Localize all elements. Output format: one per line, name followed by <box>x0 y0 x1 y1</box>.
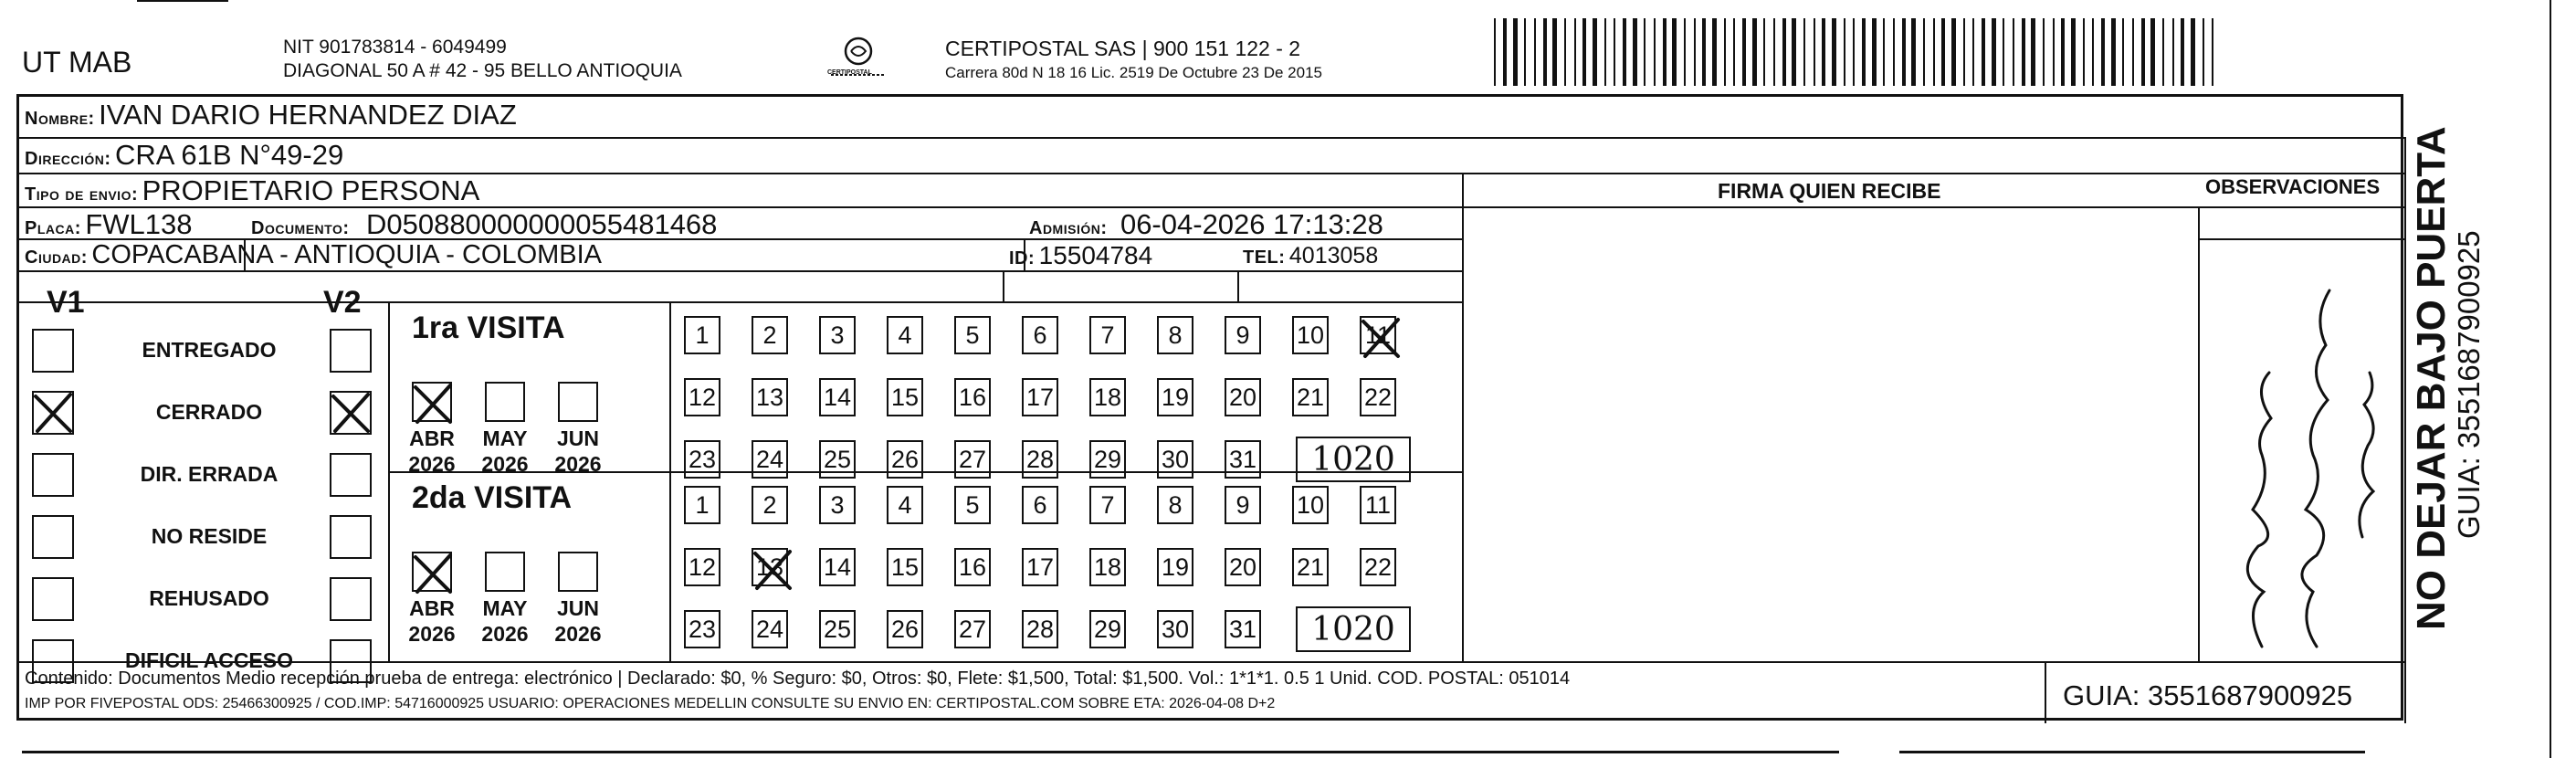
day-number: 29 <box>1093 615 1122 643</box>
barcode-bar <box>1862 18 1866 86</box>
handwritten-time: 1020 <box>1311 610 1395 648</box>
month-name: MAY <box>482 426 528 450</box>
barcode-bar <box>1574 18 1576 86</box>
month-year: 2026 <box>408 452 456 476</box>
status-v2-checkbox[interactable] <box>330 453 372 497</box>
status-v2-checkbox[interactable] <box>330 329 372 373</box>
firma-label: FIRMA QUIEN RECIBE <box>1718 179 1941 203</box>
day-box[interactable] <box>1157 548 1193 586</box>
day-number: 17 <box>1025 383 1055 411</box>
day-number: 27 <box>958 445 987 473</box>
day-box[interactable] <box>1022 440 1058 479</box>
row-divider <box>19 137 2404 139</box>
day-number: 15 <box>890 383 920 411</box>
day-box[interactable] <box>887 486 923 524</box>
day-box[interactable] <box>1089 440 1126 479</box>
footer-divider <box>19 661 2404 663</box>
day-box[interactable] <box>1225 316 1261 354</box>
barcode-bar <box>1872 18 1877 86</box>
x-mark-icon <box>1358 314 1404 362</box>
day-number: 30 <box>1161 445 1190 473</box>
day-box[interactable] <box>752 316 788 354</box>
barcode <box>1494 18 2224 86</box>
day-number: 22 <box>1363 383 1393 411</box>
day-box[interactable] <box>819 440 856 479</box>
barcode-bar <box>1763 18 1765 86</box>
v2-label: V2 <box>323 285 362 320</box>
status-label: NO RESIDE <box>151 524 268 548</box>
col-divider <box>669 301 671 661</box>
day-number: 6 <box>1033 490 1047 519</box>
barcode-bar <box>1702 18 1706 86</box>
day-number: 14 <box>823 553 852 581</box>
day-number: 12 <box>688 553 717 581</box>
day-number: 27 <box>958 615 987 643</box>
barcode-bar <box>1992 18 1996 86</box>
barcode-bar <box>1684 18 1686 86</box>
day-box[interactable] <box>819 548 856 586</box>
month-name: MAY <box>482 596 528 620</box>
day-box[interactable] <box>1225 548 1261 586</box>
day-number: 21 <box>1296 383 1325 411</box>
day-box[interactable] <box>954 610 991 648</box>
barcode-bar <box>1654 18 1656 86</box>
day-box[interactable] <box>1292 378 1329 416</box>
month-name: JUN <box>556 596 599 620</box>
day-box[interactable] <box>1292 486 1329 524</box>
barcode-bar <box>1951 18 1956 86</box>
day-number: 24 <box>755 445 784 473</box>
day-box[interactable] <box>1360 486 1396 524</box>
barcode-bar <box>2101 18 2105 86</box>
id-value: 15504784 <box>1038 241 1153 269</box>
barcode-bar <box>1694 18 1696 86</box>
day-box[interactable] <box>887 378 923 416</box>
status-v1-checkbox[interactable] <box>32 577 74 621</box>
day-number: 23 <box>688 615 717 643</box>
day-box[interactable] <box>752 610 788 648</box>
nombre-label: Nombre: <box>25 109 95 129</box>
barcode-bar <box>2212 18 2213 86</box>
row-divider <box>19 270 1462 272</box>
day-box[interactable] <box>684 378 720 416</box>
col-divider <box>388 301 390 661</box>
day-number: 11 <box>1364 321 1392 349</box>
day-number: 1 <box>695 321 710 349</box>
barcode-bar <box>2172 18 2174 86</box>
status-label: REHUSADO <box>149 586 269 610</box>
row-divider <box>19 301 1462 303</box>
month-checkbox[interactable] <box>558 552 598 592</box>
barcode-bar <box>1902 18 1906 86</box>
barcode-bar <box>2132 18 2134 86</box>
day-box[interactable] <box>954 486 991 524</box>
day-box[interactable] <box>684 440 720 479</box>
side-guia: GUIA: 3551687900925 <box>2452 230 2486 539</box>
day-number: 17 <box>1025 553 1055 581</box>
day-number: 18 <box>1093 383 1122 411</box>
day-box[interactable] <box>1360 378 1396 416</box>
status-v2-checkbox[interactable] <box>330 577 372 621</box>
status-v1-checkbox[interactable] <box>32 329 74 373</box>
day-box[interactable] <box>752 440 788 479</box>
barcode-bar <box>1792 18 1796 86</box>
barcode-bar <box>1534 18 1536 86</box>
month-year: 2026 <box>481 622 529 646</box>
barcode-bar <box>2092 18 2094 86</box>
day-number: 3 <box>830 490 845 519</box>
day-box[interactable] <box>1157 610 1193 648</box>
day-number: 16 <box>958 383 987 411</box>
day-box[interactable] <box>819 378 856 416</box>
day-box[interactable] <box>684 316 720 354</box>
day-box[interactable] <box>752 548 788 586</box>
month-year: 2026 <box>554 452 602 476</box>
day-number: 16 <box>958 553 987 581</box>
day-box[interactable] <box>752 378 788 416</box>
barcode-bar <box>1543 18 1547 86</box>
bottom-edge-line <box>1899 751 2365 753</box>
status-v1-checkbox[interactable] <box>32 391 74 435</box>
day-number: 30 <box>1161 615 1190 643</box>
barcode-bar <box>2022 18 2025 86</box>
barcode-bar <box>1822 18 1825 86</box>
barcode-bar <box>1941 18 1945 86</box>
day-box[interactable] <box>954 440 991 479</box>
day-number: 5 <box>965 321 980 349</box>
day-box[interactable] <box>819 316 856 354</box>
direccion-value: CRA 61B N°49-29 <box>115 139 344 171</box>
barcode-bar <box>1933 18 1935 86</box>
barcode-bar <box>1982 18 1985 86</box>
status-label: ENTREGADO <box>142 338 277 362</box>
x-mark-icon <box>410 380 456 427</box>
barcode-bar <box>1644 18 1645 86</box>
day-number: 25 <box>823 445 852 473</box>
barcode-bar <box>1724 18 1726 86</box>
day-number: 3 <box>830 321 845 349</box>
day-box[interactable] <box>1360 548 1396 586</box>
handwritten-time: 1020 <box>1311 440 1395 479</box>
day-box[interactable] <box>887 610 923 648</box>
day-box[interactable] <box>1089 378 1126 416</box>
tipo-envio-value: PROPIETARIO PERSONA <box>142 174 480 206</box>
month-name: ABR <box>409 426 455 450</box>
day-number: 25 <box>823 615 852 643</box>
day-number: 29 <box>1093 445 1122 473</box>
observaciones-label: OBSERVACIONES <box>2205 175 2381 198</box>
day-number: 28 <box>1025 615 1055 643</box>
barcode-bar <box>1814 18 1815 86</box>
day-box[interactable] <box>1022 610 1058 648</box>
day-number: 15 <box>890 553 920 581</box>
top-tick-marks <box>137 0 228 7</box>
id-label: ID: <box>1009 248 1036 268</box>
day-number: 18 <box>1093 553 1122 581</box>
barcode-bar <box>2061 18 2065 86</box>
status-v2-checkbox[interactable] <box>330 515 372 559</box>
month-name: ABR <box>409 596 455 620</box>
time-box[interactable] <box>1296 437 1411 482</box>
day-box[interactable] <box>1157 378 1193 416</box>
month-checkbox[interactable] <box>485 382 525 422</box>
month-checkbox[interactable] <box>485 552 525 592</box>
bottom-edge-line <box>22 751 1839 753</box>
visit-title: 2da VISITA <box>412 480 573 515</box>
day-box[interactable] <box>1089 548 1126 586</box>
admision-value: 06-04-2026 17:13:28 <box>1120 208 1383 240</box>
day-box[interactable] <box>1089 486 1126 524</box>
placa-label: Placa: <box>25 218 81 238</box>
day-number: 2 <box>762 321 777 349</box>
day-box[interactable] <box>954 378 991 416</box>
month-checkbox[interactable] <box>412 382 452 422</box>
barcode-bar <box>1614 18 1615 86</box>
month-year: 2026 <box>481 452 529 476</box>
barcode-bar <box>1564 18 1566 86</box>
day-number: 9 <box>1235 490 1250 519</box>
barcode-bar <box>1923 18 1925 86</box>
day-box[interactable] <box>954 548 991 586</box>
delivery-form <box>16 94 2403 721</box>
day-box[interactable] <box>1225 440 1261 479</box>
day-number: 20 <box>1228 553 1257 581</box>
day-box[interactable] <box>1022 548 1058 586</box>
nombre-value: IVAN DARIO HERNANDEZ DIAZ <box>99 99 517 131</box>
right-edge-line <box>2550 0 2551 758</box>
barcode-bar <box>1782 18 1786 86</box>
day-box[interactable] <box>819 486 856 524</box>
col-divider <box>2045 661 2046 723</box>
tipo-envio-label: Tipo de envio: <box>25 184 139 205</box>
day-box[interactable] <box>1360 316 1396 354</box>
day-number: 7 <box>1100 321 1115 349</box>
day-number: 13 <box>755 383 784 411</box>
barcode-bar <box>2122 18 2124 86</box>
barcode-bar <box>2191 18 2195 86</box>
day-number: 22 <box>1363 553 1393 581</box>
barcode-bar <box>1663 18 1667 86</box>
barcode-bar <box>2053 18 2055 86</box>
month-checkbox[interactable] <box>412 552 452 592</box>
col-divider <box>1462 173 1464 661</box>
barcode-bar <box>1893 18 1895 86</box>
day-number: 2 <box>762 490 777 519</box>
barcode-bar <box>1552 18 1557 86</box>
side-no-dejar: NO DEJAR BAJO PUERTA <box>2409 126 2454 630</box>
footer-line-2: IMP POR FIVEPOSTAL ODS: 25466300925 / COD.IMP: 54716000925 USUARIO: OPERACIONES MEDELLIN CONSULTE SU ENVIO EN: CERTIPOSTAL.COM SOBRE ETA: 2026-04-08 D+2 <box>25 696 1276 711</box>
day-number: 4 <box>898 321 912 349</box>
barcode-bar <box>1604 18 1606 86</box>
col-divider <box>2404 137 2406 723</box>
day-number: 10 <box>1296 490 1325 519</box>
visit-title: 1ra VISITA <box>412 311 565 345</box>
day-number: 21 <box>1296 553 1325 581</box>
day-number: 20 <box>1228 383 1257 411</box>
day-number: 8 <box>1168 490 1183 519</box>
day-number: 26 <box>890 615 920 643</box>
status-v2-checkbox[interactable] <box>330 391 372 435</box>
barcode-bar <box>1832 18 1836 86</box>
day-number: 19 <box>1161 553 1190 581</box>
x-mark-icon <box>30 389 76 437</box>
documento-label: Documento: <box>251 218 350 238</box>
day-number: 1 <box>695 490 710 519</box>
barcode-bar <box>2181 18 2184 86</box>
barcode-bar <box>1972 18 1974 86</box>
day-box[interactable] <box>1022 316 1058 354</box>
day-box[interactable] <box>1292 316 1329 354</box>
barcode-bar <box>1773 18 1775 86</box>
logo-text: CERTIPOSTAL <box>827 69 872 76</box>
day-box[interactable] <box>684 610 720 648</box>
day-number: 4 <box>898 490 912 519</box>
barcode-bar <box>1803 18 1805 86</box>
status-v1-checkbox[interactable] <box>32 515 74 559</box>
barcode-bar <box>2083 18 2085 86</box>
day-number: 10 <box>1296 321 1325 349</box>
barcode-bar <box>1582 18 1586 86</box>
x-mark-icon <box>410 550 456 597</box>
day-box[interactable] <box>887 548 923 586</box>
day-number: 12 <box>688 383 717 411</box>
day-box[interactable] <box>684 486 720 524</box>
barcode-bar <box>1593 18 1597 86</box>
time-box[interactable] <box>1296 606 1411 652</box>
day-box[interactable] <box>1225 610 1261 648</box>
documento-value: D050880000000055481468 <box>365 208 718 240</box>
barcode-bar <box>2203 18 2204 86</box>
barcode-bar <box>1853 18 1855 86</box>
barcode-bar <box>1524 18 1526 86</box>
admision-label: Admisión: <box>1029 218 1108 238</box>
month-year: 2026 <box>554 622 602 646</box>
barcode-bar <box>1844 18 1845 86</box>
day-box[interactable] <box>684 548 720 586</box>
status-label: DIR. ERRADA <box>140 462 279 486</box>
barcode-bar <box>2031 18 2035 86</box>
col-divider <box>1003 270 1004 301</box>
day-box[interactable] <box>1157 440 1193 479</box>
day-box[interactable] <box>1089 610 1126 648</box>
day-box[interactable] <box>1157 486 1193 524</box>
tel-label: TEL: <box>1243 247 1286 268</box>
x-mark-icon <box>750 546 795 594</box>
status-label: CERRADO <box>155 400 263 424</box>
day-number: 28 <box>1025 445 1055 473</box>
barcode-bar <box>1623 18 1626 86</box>
month-name: JUN <box>556 426 599 450</box>
status-label: DIFICIL ACCESO <box>124 648 293 672</box>
day-box[interactable] <box>1225 486 1261 524</box>
barcode-bar <box>1883 18 1885 86</box>
barcode-bar <box>1494 18 1496 86</box>
placa-value: FWL138 <box>85 208 193 240</box>
barcode-bar <box>2013 18 2014 86</box>
barcode-bar <box>1513 18 1518 86</box>
day-box[interactable] <box>1089 316 1126 354</box>
day-box[interactable] <box>887 440 923 479</box>
observaciones-handwriting <box>2198 208 2404 661</box>
day-box[interactable] <box>1022 486 1058 524</box>
day-number: 26 <box>890 445 920 473</box>
v1-label: V1 <box>47 285 85 320</box>
barcode-bar <box>2141 18 2145 86</box>
day-box[interactable] <box>1157 316 1193 354</box>
month-year: 2026 <box>408 622 456 646</box>
day-number: 14 <box>823 383 852 411</box>
status-v1-checkbox[interactable] <box>32 453 74 497</box>
day-number: 31 <box>1228 615 1257 643</box>
tel-value: 4013058 <box>1288 243 1379 268</box>
day-box[interactable] <box>954 316 991 354</box>
barcode-bar <box>1963 18 1965 86</box>
day-box[interactable] <box>887 316 923 354</box>
company-address: DIAGONAL 50 A # 42 - 95 BELLO ANTIOQUIA <box>283 60 682 81</box>
day-number: 6 <box>1033 321 1047 349</box>
direccion-label: Dirección: <box>25 149 111 169</box>
company-nit: NIT 901783814 - 6049499 <box>283 37 507 58</box>
x-mark-icon <box>328 389 373 437</box>
day-number: 8 <box>1168 321 1183 349</box>
day-number: 5 <box>965 490 980 519</box>
day-number: 24 <box>755 615 784 643</box>
day-box[interactable] <box>1225 378 1261 416</box>
ciudad-label: Ciudad: <box>25 247 88 268</box>
day-number: 7 <box>1100 490 1115 519</box>
barcode-bar <box>1672 18 1677 86</box>
day-number: 9 <box>1235 321 1250 349</box>
barcode-bar <box>1733 18 1735 86</box>
barcode-bar <box>1742 18 1746 86</box>
company-name: UT MAB <box>22 46 132 79</box>
carrier-name: CERTIPOSTAL SAS | 900 151 122 - 2 <box>945 37 1301 60</box>
day-box[interactable] <box>1022 378 1058 416</box>
footer-guia: GUIA: 3551687900925 <box>2063 679 2353 711</box>
ciudad-value: COPACABANA - ANTIOQUIA - COLOMBIA <box>91 240 603 269</box>
barcode-bar <box>1633 18 1637 86</box>
barcode-bar <box>1712 18 1717 86</box>
barcode-bar <box>2111 18 2116 86</box>
month-checkbox[interactable] <box>558 382 598 422</box>
barcode-bar <box>1752 18 1757 86</box>
barcode-bar <box>2071 18 2076 86</box>
day-box[interactable] <box>752 486 788 524</box>
barcode-bar <box>2043 18 2045 86</box>
day-number: 13 <box>755 553 784 581</box>
barcode-bar <box>1911 18 1916 86</box>
certipostal-logo <box>820 33 897 82</box>
day-number: 11 <box>1364 490 1392 519</box>
barcode-bar <box>2162 18 2164 86</box>
barcode-bar <box>2003 18 2004 86</box>
day-box[interactable] <box>819 610 856 648</box>
col-divider <box>1237 270 1239 301</box>
footer-line-1: Contenido: Documentos Medio recepción prueba de entrega: electrónico | Declarado: $0, % Seguro: $0, Otros: $0, Flete: $1,500, Total: $1,500. Vol.: 1*1*1. 0.5 1 Unid. COD. POSTAL: 051014 <box>25 669 1571 689</box>
barcode-bar <box>2150 18 2155 86</box>
day-number: 31 <box>1228 445 1257 473</box>
day-number: 19 <box>1161 383 1190 411</box>
day-box[interactable] <box>1292 548 1329 586</box>
carrier-license: Carrera 80d N 18 16 Lic. 2519 De Octubre 23 De 2015 <box>945 64 1322 81</box>
barcode-bar <box>1503 18 1507 86</box>
day-number: 23 <box>688 445 717 473</box>
